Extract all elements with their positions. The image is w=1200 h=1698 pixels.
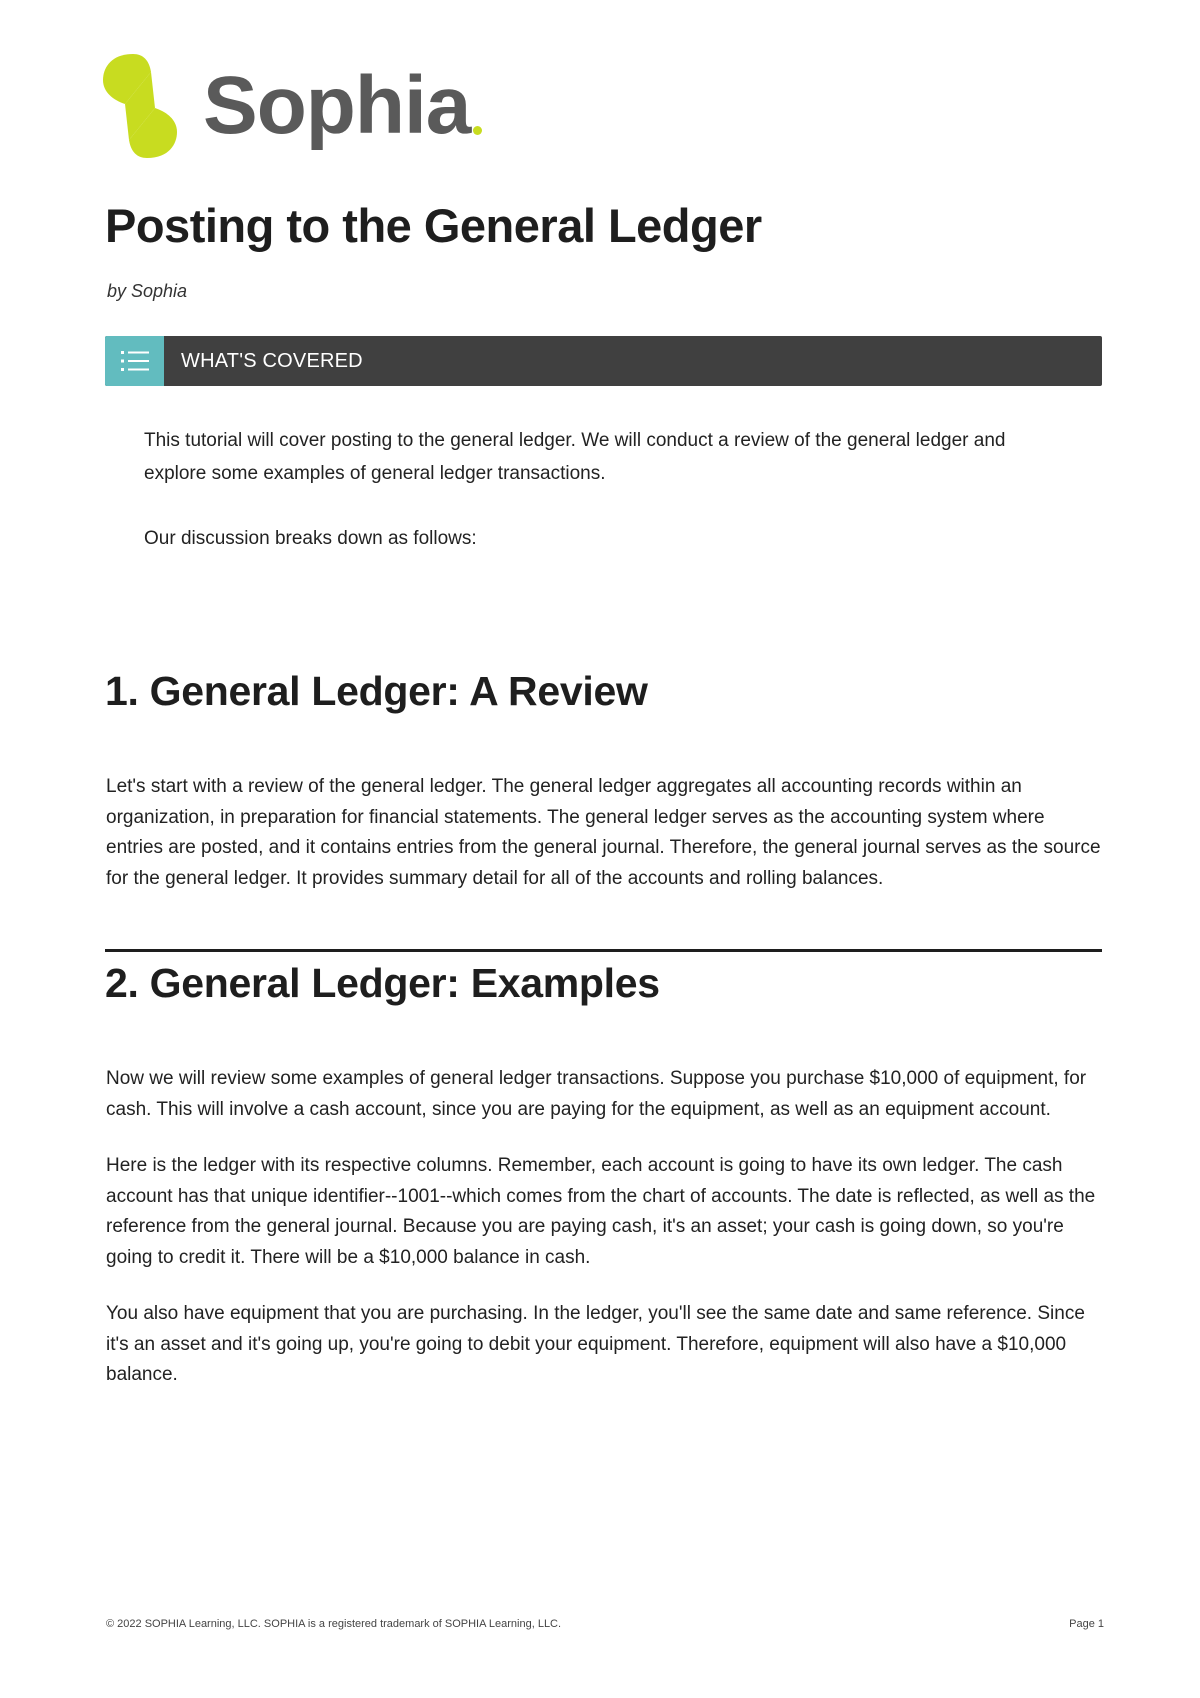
byline: by Sophia bbox=[107, 281, 188, 301]
sophia-logo-mark-icon bbox=[103, 54, 177, 158]
whats-covered-body bbox=[144, 424, 1064, 555]
whats-covered-icon-box bbox=[105, 336, 164, 386]
brand-name: Sophia bbox=[203, 60, 471, 151]
covered-paragraph: This tutorial will cover posting to the general ledger. We will conduct a review of the general ledger and explore some examples of general ledger transactions. bbox=[144, 430, 1006, 484]
sophia-logo bbox=[103, 54, 482, 158]
section-body bbox=[106, 772, 1106, 894]
covered-paragraph: Our discussion breaks down as follows: bbox=[144, 528, 477, 549]
section-paragraph: You also have equipment that you are purchasing. In the ledger, you'll see the same date and same reference. Since it's an asset and it's going up, you're going to debit your equipment. Therefore, equipment will also have a $10,000 balance. bbox=[106, 1303, 1085, 1385]
logo-dot bbox=[473, 126, 482, 135]
section-paragraph: Now we will review some examples of general ledger transactions. Suppose you purchase $10,000 of equipment, for cash. This will involve a cash account, since you are paying for the equipment, as well as an equipment account. bbox=[106, 1068, 1087, 1120]
sophia-wordmark bbox=[203, 60, 482, 151]
footer-copyright: © 2022 SOPHIA Learning, LLC. SOPHIA is a registered trademark of SOPHIA Learning, LLC. bbox=[106, 1618, 562, 1630]
footer-page-number: Page 1 bbox=[1069, 1618, 1104, 1630]
section-heading: 1. General Ledger: A Review bbox=[105, 668, 648, 714]
section-paragraph: Let's start with a review of the general ledger. The general ledger aggregates all accounting records within an organization, in preparation for financial statements. The general ledger serves as the accounting system where entries are posted, and it contains entries from the general journal. Therefore, the general journal serves as the source for the general ledger. It provides summary detail for all of the accounts and rolling balances. bbox=[106, 776, 1101, 889]
section-body bbox=[106, 1064, 1106, 1391]
whats-covered-label: WHAT'S COVERED bbox=[181, 349, 363, 372]
list-icon bbox=[121, 350, 149, 372]
whats-covered-bar bbox=[105, 336, 1102, 386]
section-paragraph: Here is the ledger with its respective columns. Remember, each account is going to have its own ledger. The cash account has that unique identifier--1001--which comes from the chart of accounts. The date is reflected, as well as the reference from the general journal. Because you are paying cash, it's an asset; your cash is going down, so you're going to credit it. There will be a $10,000 balance in cash. bbox=[106, 1155, 1096, 1268]
section-divider bbox=[105, 949, 1102, 952]
page-title: Posting to the General Ledger bbox=[105, 199, 762, 252]
section-heading: 2. General Ledger: Examples bbox=[105, 960, 660, 1006]
